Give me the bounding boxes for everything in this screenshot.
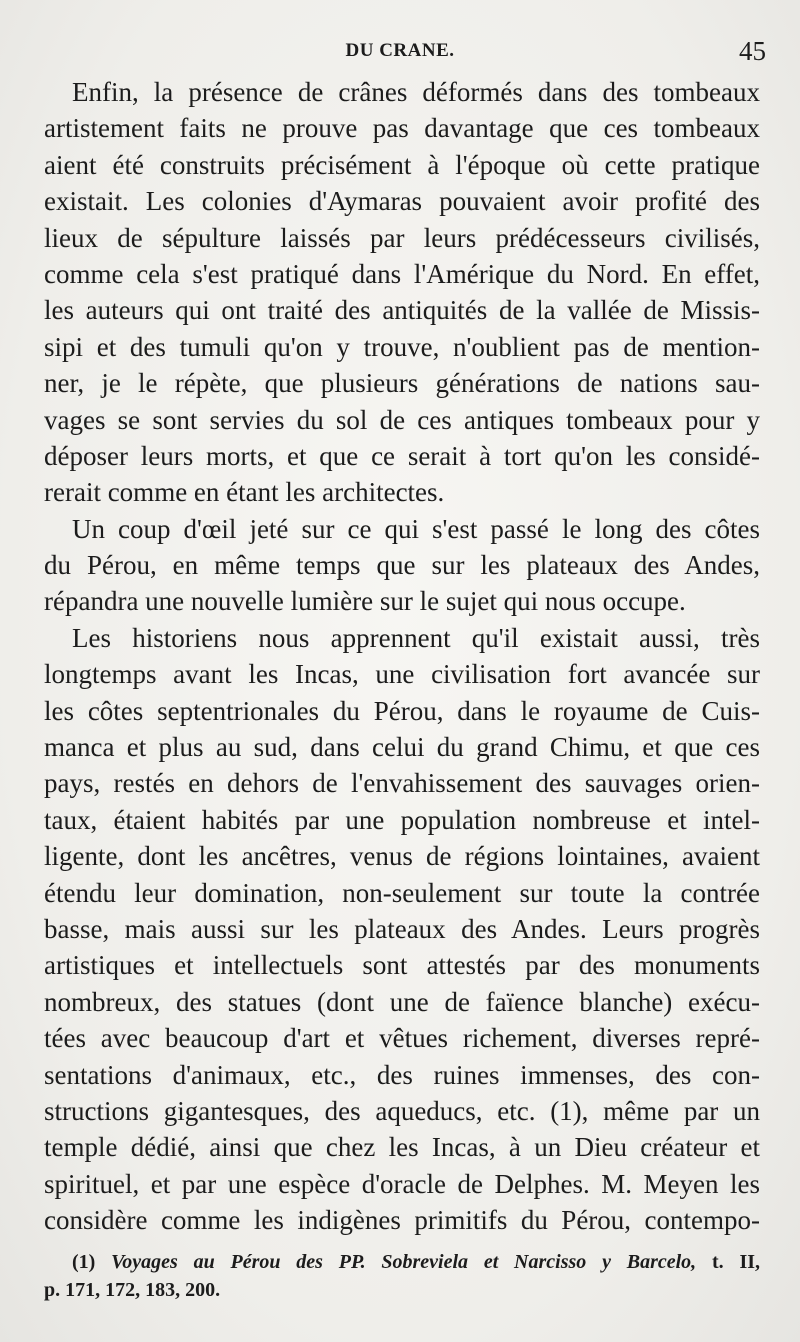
text-line: existait. Les colonies d'Aymaras pouvaient avoir profité des xyxy=(44,186,760,217)
text-line: artistement faits ne prouve pas davantage que ces tombeaux xyxy=(44,113,760,144)
text-line: Un coup d'œil jeté sur ce qui s'est passé le long des côtes xyxy=(72,513,760,544)
text-line: taux, étaient habités par une population nombreuse et intel- xyxy=(44,804,760,835)
text-line: tées avec beaucoup d'art et vêtues richement, diverses repré- xyxy=(44,1023,760,1054)
text-line: ligente, dont les ancêtres, venus de régions lointaines, avaient xyxy=(44,841,760,872)
text-line: pays, restés en dehors de l'envahissement des sauvages orien- xyxy=(44,768,760,799)
body-text xyxy=(44,74,760,1239)
text-line: rerait comme en étant les architectes. xyxy=(44,477,445,508)
footnote-pages: p. 171, 172, 183, 200. xyxy=(44,1279,221,1301)
running-title: DU CRANE. xyxy=(345,40,455,61)
text-line: ner, je le répète, que plusieurs générations de nations sau- xyxy=(44,368,760,399)
footnote-title: Voyages au Pérou des PP. Sobreviela et Narcisso y Barcelo, xyxy=(111,1251,697,1273)
text-line: vages se sont servies du sol de ces antiques tombeaux pour y xyxy=(44,404,760,435)
footnote-volume: t. II, xyxy=(711,1251,761,1273)
text-line: manca et plus au sud, dans celui du grand Chimu, et que ces xyxy=(44,732,760,763)
running-head xyxy=(0,36,800,66)
text-line: Les historiens nous apprennent qu'il existait aussi, très xyxy=(72,622,760,653)
text-line: structions gigantesques, des aqueducs, etc. (1), même par un xyxy=(44,1095,760,1126)
text-line: les côtes septentrionales du Pérou, dans le royaume de Cuis- xyxy=(44,695,760,726)
text-line: répandra une nouvelle lumière sur le sujet qui nous occupe. xyxy=(44,586,686,617)
text-line: lieux de sépulture laissés par leurs prédécesseurs civilisés, xyxy=(44,222,760,253)
text-line: Enfin, la présence de crânes déformés dans des tombeaux xyxy=(72,77,760,107)
text-line: sentations d'animaux, etc., des ruines immenses, des con- xyxy=(44,1059,760,1090)
page-number: 45 xyxy=(739,36,766,66)
text-line: considère comme les indigènes primitifs du Pérou, contempo- xyxy=(44,1205,760,1236)
footnote-line xyxy=(44,1248,760,1276)
text-line: comme cela s'est pratiqué dans l'Amérique du Nord. En effet, xyxy=(44,258,760,289)
text-line: les auteurs qui ont traité des antiquités de la vallée de Missis- xyxy=(44,295,760,326)
footnotes xyxy=(44,1248,760,1304)
text-line: spirituel, et par une espèce d'oracle de Delphes. M. Meyen les xyxy=(44,1168,760,1199)
text-line: basse, mais aussi sur les plateaux des Andes. Leurs progrès xyxy=(44,913,760,944)
text-line: aient été construits précisément à l'époque où cette pratique xyxy=(44,149,760,180)
text-line: temple dédié, ainsi que chez les Incas, à un Dieu créateur et xyxy=(44,1132,760,1163)
text-line: longtemps avant les Incas, une civilisation fort avancée sur xyxy=(44,659,760,690)
text-line: du Pérou, en même temps que sur les plateaux des Andes, xyxy=(44,550,760,581)
text-line: déposer leurs morts, et que ce serait à tort qu'on les considé- xyxy=(44,440,760,471)
text-line: sipi et des tumuli qu'on y trouve, n'oublient pas de mention- xyxy=(44,331,760,362)
footnote-marker: (1) xyxy=(72,1251,96,1273)
text-line: nombreux, des statues (dont une de faïence blanche) exécu- xyxy=(44,986,760,1017)
text-line: étendu leur domination, non-seulement sur toute la contrée xyxy=(44,877,760,908)
text-line: artistiques et intellectuels sont attestés par des monuments xyxy=(44,950,760,981)
